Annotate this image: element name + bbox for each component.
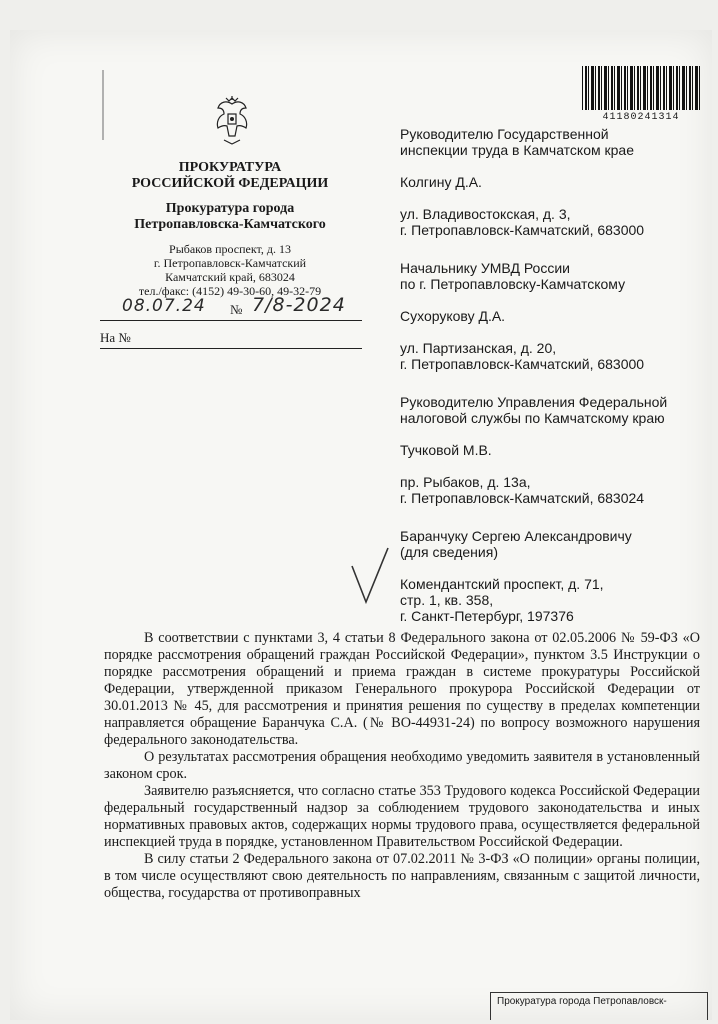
letter-body <box>104 630 700 902</box>
body-paragraph: О результатах рассмотрения обращения необходимо уведомить заявителя в установленный законом срок. <box>104 749 700 782</box>
recipient-name: Сухорукову Д.А. <box>400 308 506 324</box>
reply-reference-line <box>100 330 362 349</box>
recipient-title: Начальнику УМВД России <box>400 260 570 276</box>
issuer-address-line2: г. Петропавловск-Камчатский <box>153 256 307 270</box>
recipient-address: г. Петропавловск-Камчатский, 683000 <box>400 222 645 238</box>
reply-reference-label: На № <box>100 330 131 345</box>
recipient-address: пр. Рыбаков, д. 13а, <box>400 474 531 490</box>
recipient-item <box>400 260 700 372</box>
barcode-bars <box>582 66 700 110</box>
issuer-block <box>106 160 354 298</box>
body-paragraph: Заявителю разъясняется, что согласно статье 353 Трудового кодекса Российской Федерации федеральный государственный надзор за соблюдением трудового законодательства и иных нормативных правовых актов, содержащих нормы трудового права, осуществляется федеральной инспекцией труда в порядке, установленном Правительством Российской Федерации. <box>104 783 700 850</box>
checkmark-icon <box>350 546 390 606</box>
recipient-address: г. Петропавловск-Камчатский, 683000 <box>400 356 645 372</box>
recipient-title: по г. Петропавловску-Камчатскому <box>400 276 626 292</box>
recipients-block <box>400 126 700 624</box>
body-paragraph: В силу статьи 2 Федерального закона от 07.02.2011 № 3-ФЗ «О полиции» органы полиции, в том числе осуществляют свою деятельность по направлениям, связанным с защитой личности, общества, государства от противоправных <box>104 851 700 901</box>
registration-line <box>100 294 362 321</box>
recipient-title: налоговой службы по Камчатскому краю <box>400 410 665 426</box>
recipient-title: Руководителю Государственной <box>400 126 609 142</box>
registration-stamp <box>490 992 708 1020</box>
barcode <box>582 66 700 124</box>
stamp-text: Прокуратура города Петропавловск- <box>497 996 667 1007</box>
recipient-item <box>400 394 700 506</box>
recipient-address: г. Петропавловск-Камчатский, 683024 <box>400 490 645 506</box>
recipient-address: стр. 1, кв. 358, <box>400 592 494 608</box>
recipient-title: Баранчуку Сергею Александровичу <box>400 528 632 544</box>
recipient-address: ул. Владивостокская, д. 3, <box>400 206 571 222</box>
recipient-item <box>400 126 700 238</box>
registration-number: 7/8-2024 <box>252 294 346 316</box>
scan-margin-mark <box>102 70 104 140</box>
recipient-address: г. Санкт-Петербург, 197376 <box>400 608 574 624</box>
registration-number-label: № <box>230 302 243 317</box>
coat-of-arms-icon <box>210 94 254 146</box>
recipient-address: Комендантский проспект, д. 71, <box>400 576 604 592</box>
recipient-title: (для сведения) <box>400 544 498 560</box>
issuer-phone: тел./факс: (4152) 49-30-60, 49-32-79 <box>138 284 322 298</box>
recipient-title: инспекции труда в Камчатском крае <box>400 142 635 158</box>
issuer-address-line3: Камчатский край, 683024 <box>165 270 295 284</box>
recipient-address: ул. Партизанская, д. 20, <box>400 340 557 356</box>
issuer-org-line2: РОССИЙСКОЙ ФЕДЕРАЦИИ <box>131 176 329 191</box>
body-paragraph: В соответствии с пунктами 3, 4 статьи 8 Федерального закона от 02.05.2006 № 59-ФЗ «О порядке рассмотрения обращений граждан Российской Федерации», пунктом 3.5 Инструкции о порядке рассмотрения обращений и приема граждан в системе прокуратуры Российской Федерации, утвержденной приказом Генерального прокурора Российской Федерации от 30.01.2013 № 45, для рассмотрения и принятия решения по существу в пределах компетенции направляется обращение Баранчука С.А. (№ ВО-44931-24) по вопросу возможного нарушения федерального законодательства. <box>104 630 700 748</box>
document-page <box>10 30 712 1020</box>
recipient-title: Руководителю Управления Федеральной <box>400 394 668 410</box>
issuer-sub-line1: Прокуратура города <box>165 201 295 216</box>
recipient-name: Тучковой М.В. <box>400 442 492 458</box>
issuer-sub-line2: Петропавловска-Камчатского <box>134 217 326 232</box>
barcode-number: 41180241314 <box>602 112 680 123</box>
registration-date: 08.07.24 <box>122 296 206 316</box>
recipient-item <box>400 528 700 624</box>
issuer-org-line1: ПРОКУРАТУРА <box>178 160 282 175</box>
issuer-address-line1: Рыбаков проспект, д. 13 <box>169 242 291 256</box>
recipient-name: Колгину Д.А. <box>400 174 482 190</box>
